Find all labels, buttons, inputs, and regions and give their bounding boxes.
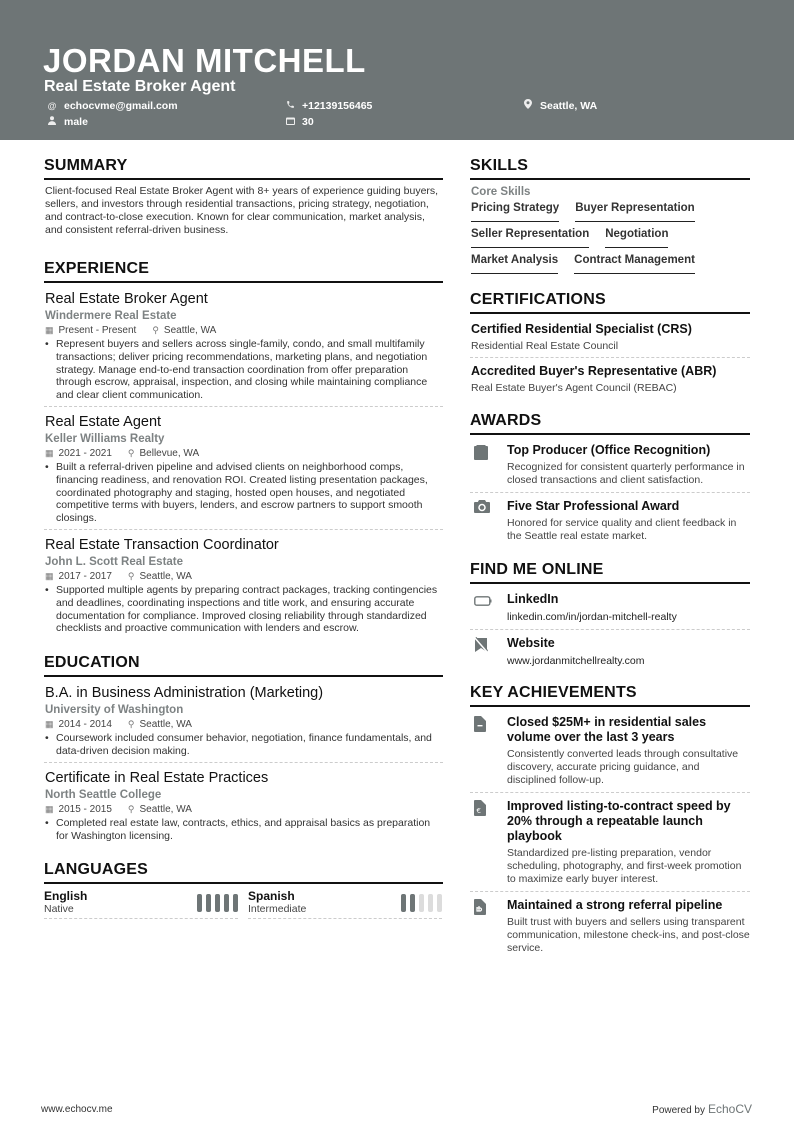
- language-rating-bars: [197, 894, 238, 912]
- skill-tag: Contract Management: [574, 252, 695, 274]
- map-pin-icon: ⚲: [127, 447, 135, 458]
- experience-entry: [44, 288, 443, 407]
- brand-name: EchoCV: [707, 1102, 752, 1116]
- bookmark-slash-icon: [470, 636, 507, 668]
- achievement-desc: Built trust with buyers and sellers using transparent communication, milestone check-ins, and post-close service.: [507, 916, 750, 954]
- education-location: Seattle, WA: [139, 719, 192, 731]
- skill-tag: Seller Representation: [471, 226, 589, 248]
- skills-heading: SKILLS: [470, 156, 750, 180]
- online-heading: FIND ME ONLINE: [470, 560, 750, 584]
- candidate-title: Real Estate Broker Agent: [44, 78, 236, 95]
- calendar-icon: ▦: [45, 325, 54, 335]
- job-dates: 2017 - 2017: [58, 570, 112, 582]
- contact-email[interactable]: [46, 99, 178, 113]
- skill-tag: Market Analysis: [471, 252, 558, 274]
- footer-website[interactable]: www.echocv.me: [41, 1104, 113, 1115]
- online-label: LinkedIn: [507, 592, 559, 606]
- school: North Seattle College: [45, 788, 162, 801]
- job-meta: [45, 324, 442, 337]
- achievement-title: Improved listing-to-contract speed by 20% through a repeatable launch playbook: [507, 799, 731, 843]
- skill-tag: Negotiation: [605, 226, 668, 248]
- calendar-icon: ▦: [45, 719, 54, 730]
- job-location: Seattle, WA: [163, 325, 217, 336]
- award-title: Five Star Professional Award: [507, 499, 680, 513]
- award-item: [470, 440, 750, 493]
- education-bullet: • Completed real estate law, contracts, ethics, and appraisal basics as preparation for Washington licensing.: [45, 816, 431, 842]
- degree: Certificate in Real Estate Practices: [45, 769, 269, 786]
- education-dates: 2014 - 2014: [58, 719, 112, 731]
- achievement-item: [470, 712, 750, 793]
- file-minus-icon: [470, 715, 507, 787]
- map-pin-icon: ⚲: [127, 803, 135, 814]
- job-company: John L. Scott Real Estate: [45, 555, 184, 568]
- job-company: Keller Williams Realty: [45, 432, 165, 445]
- contact-gender: [46, 115, 88, 129]
- left-column: [44, 156, 443, 919]
- language-level: Intermediate: [248, 903, 307, 916]
- degree: B.A. in Business Administration (Marketing): [45, 685, 324, 702]
- job-role: Real Estate Transaction Coordinator: [45, 536, 279, 553]
- language-rating-bars: [401, 894, 442, 912]
- job-location: Bellevue, WA: [139, 447, 200, 459]
- online-label: Website: [507, 636, 555, 650]
- awards-heading: AWARDS: [470, 411, 750, 435]
- languages-list: [44, 889, 443, 919]
- right-column: [470, 156, 750, 963]
- certification-issuer: Residential Real Estate Council: [471, 340, 619, 352]
- website-link[interactable]: www.jordanmitchellrealty.com: [507, 655, 645, 667]
- contact-age: [284, 115, 314, 129]
- location-text: Seattle, WA: [540, 100, 598, 112]
- education-heading: EDUCATION: [44, 653, 443, 677]
- certifications-heading: CERTIFICATIONS: [470, 290, 750, 314]
- skill-tag: Buyer Representation: [575, 200, 695, 222]
- language-item: [248, 889, 442, 919]
- email-text: echocvme@gmail.com: [64, 100, 178, 112]
- summary-heading: SUMMARY: [44, 156, 443, 180]
- education-location: Seattle, WA: [139, 803, 192, 815]
- job-company: Windermere Real Estate: [45, 310, 177, 322]
- school: University of Washington: [45, 704, 184, 717]
- svg-text:€: €: [476, 807, 481, 815]
- job-role: Real Estate Broker Agent: [45, 291, 208, 307]
- powered-by-text: Powered by: [652, 1105, 705, 1116]
- user-icon: [46, 115, 58, 129]
- achievement-desc: Consistently converted leads through consultative discovery, accurate pricing guidance, and disciplined follow-up.: [507, 748, 739, 786]
- education-dates: 2015 - 2015: [58, 803, 112, 815]
- award-desc: Honored for service quality and client feedback in the Seattle real estate market.: [507, 517, 737, 542]
- resume-header: [0, 0, 794, 140]
- candidate-name: JORDAN MITCHELL: [43, 42, 366, 79]
- experience-entry: [44, 411, 443, 530]
- language-item: [44, 889, 238, 919]
- achievement-title: Closed $25M+ in residential sales volume over the last 3 years: [507, 715, 707, 744]
- certification-name: Certified Residential Specialist (CRS): [471, 322, 692, 336]
- job-bullet: • Built a referral-driven pipeline and advised clients on neighborhood comps, financing readiness, and renovation ROI. Created listing presentation packages, coordinated photography and staging, hosted open houses, and negotiated competitive terms with buyers, lenders, and escrow partners to support smooth closings.: [45, 460, 428, 525]
- phone-icon: [284, 99, 296, 113]
- job-bullet: • Supported multiple agents by preparing contract packages, tracking contingencies and deadlines, coordinating inspections and title work, and ensuring accurate documentation for compliance. Improved closing reliability through standardized checklists and proactive communication with lenders and escrow.: [45, 583, 438, 635]
- achievement-title: Maintained a strong referral pipeline: [507, 898, 723, 912]
- certification-item: [470, 361, 750, 399]
- online-item[interactable]: [470, 589, 750, 630]
- achievement-desc: Standardized pre-listing preparation, vendor scheduling, photography, and first-week promotion to maximize early buyer interest.: [507, 847, 742, 885]
- contact-location: [522, 99, 597, 113]
- skills-list: [471, 200, 750, 278]
- map-pin-icon: ⚲: [152, 325, 159, 335]
- map-pin-icon: [522, 99, 534, 113]
- calendar-icon: ▦: [45, 803, 54, 814]
- certification-item: [470, 319, 750, 358]
- online-item[interactable]: [470, 633, 750, 673]
- skill-group-label: Core Skills: [471, 186, 531, 198]
- contact-phone[interactable]: [284, 99, 372, 113]
- map-pin-icon: ⚲: [127, 719, 135, 730]
- experience-entry: [44, 534, 443, 639]
- calendar-icon: [284, 115, 296, 129]
- rectangle-icon: [470, 592, 507, 624]
- map-pin-icon: ⚲: [127, 570, 135, 581]
- file-signature-icon: [470, 898, 507, 955]
- job-role: Real Estate Agent: [45, 413, 162, 430]
- language-name: English: [44, 889, 88, 904]
- clipboard-icon: [470, 443, 507, 487]
- camera-icon: [470, 499, 507, 543]
- calendar-icon: ▦: [45, 447, 54, 458]
- language-level: Native: [44, 903, 74, 916]
- job-dates: Present - Present: [58, 325, 137, 336]
- at-icon: @: [47, 101, 57, 111]
- education-entry: [44, 682, 443, 763]
- summary-text: Client-focused Real Estate Broker Agent with 8+ years of experience guiding buyers, sellers, and investors through residential transactions, pricing strategy, negotiation, and contract-to-close execution. Known for clear communication, market analysis, and consistent referral-driven business.: [45, 185, 439, 236]
- age-text: 30: [302, 116, 314, 128]
- achievements-heading: KEY ACHIEVEMENTS: [470, 683, 750, 707]
- achievement-item: [470, 796, 750, 892]
- linkedin-link[interactable]: linkedin.com/in/jordan-mitchell-realty: [507, 611, 677, 623]
- footer-powered-by[interactable]: [652, 1102, 752, 1116]
- gender-text: male: [64, 116, 88, 128]
- job-location: Seattle, WA: [139, 570, 192, 582]
- job-meta: [45, 447, 442, 460]
- education-bullet: • Coursework included consumer behavior, negotiation, finance fundamentals, and data-driven decision making.: [45, 732, 432, 757]
- certification-issuer: Real Estate Buyer's Agent Council (REBAC): [471, 382, 677, 394]
- education-entry: [44, 767, 443, 847]
- job-bullet: • Represent buyers and sellers across single-family, condo, and small multifamily transactions; deliver pricing recommendations, marketing plans, and negotiation strategy. Manage end-to-end transaction coordination from offer preparation through escrow, appraisal, inspection, and closing while maintaining compliance and clear client communication.: [45, 338, 428, 402]
- award-title: Top Producer (Office Recognition): [507, 443, 711, 457]
- job-meta: [45, 570, 442, 583]
- education-meta: [45, 718, 442, 731]
- file-euro-icon: [470, 799, 507, 886]
- job-dates: 2021 - 2021: [58, 447, 112, 459]
- award-desc: Recognized for consistent quarterly performance in closed transactions and client satisfaction.: [507, 461, 745, 486]
- language-name: Spanish: [248, 889, 295, 904]
- languages-heading: LANGUAGES: [44, 860, 443, 884]
- achievement-item: [470, 895, 750, 960]
- experience-heading: EXPERIENCE: [44, 259, 443, 283]
- phone-text: +12139156465: [302, 100, 373, 112]
- calendar-icon: ▦: [45, 570, 54, 581]
- skill-tag: Pricing Strategy: [471, 200, 559, 222]
- award-item: [470, 496, 750, 548]
- certification-name: Accredited Buyer's Representative (ABR): [471, 364, 717, 378]
- education-meta: [45, 803, 442, 816]
